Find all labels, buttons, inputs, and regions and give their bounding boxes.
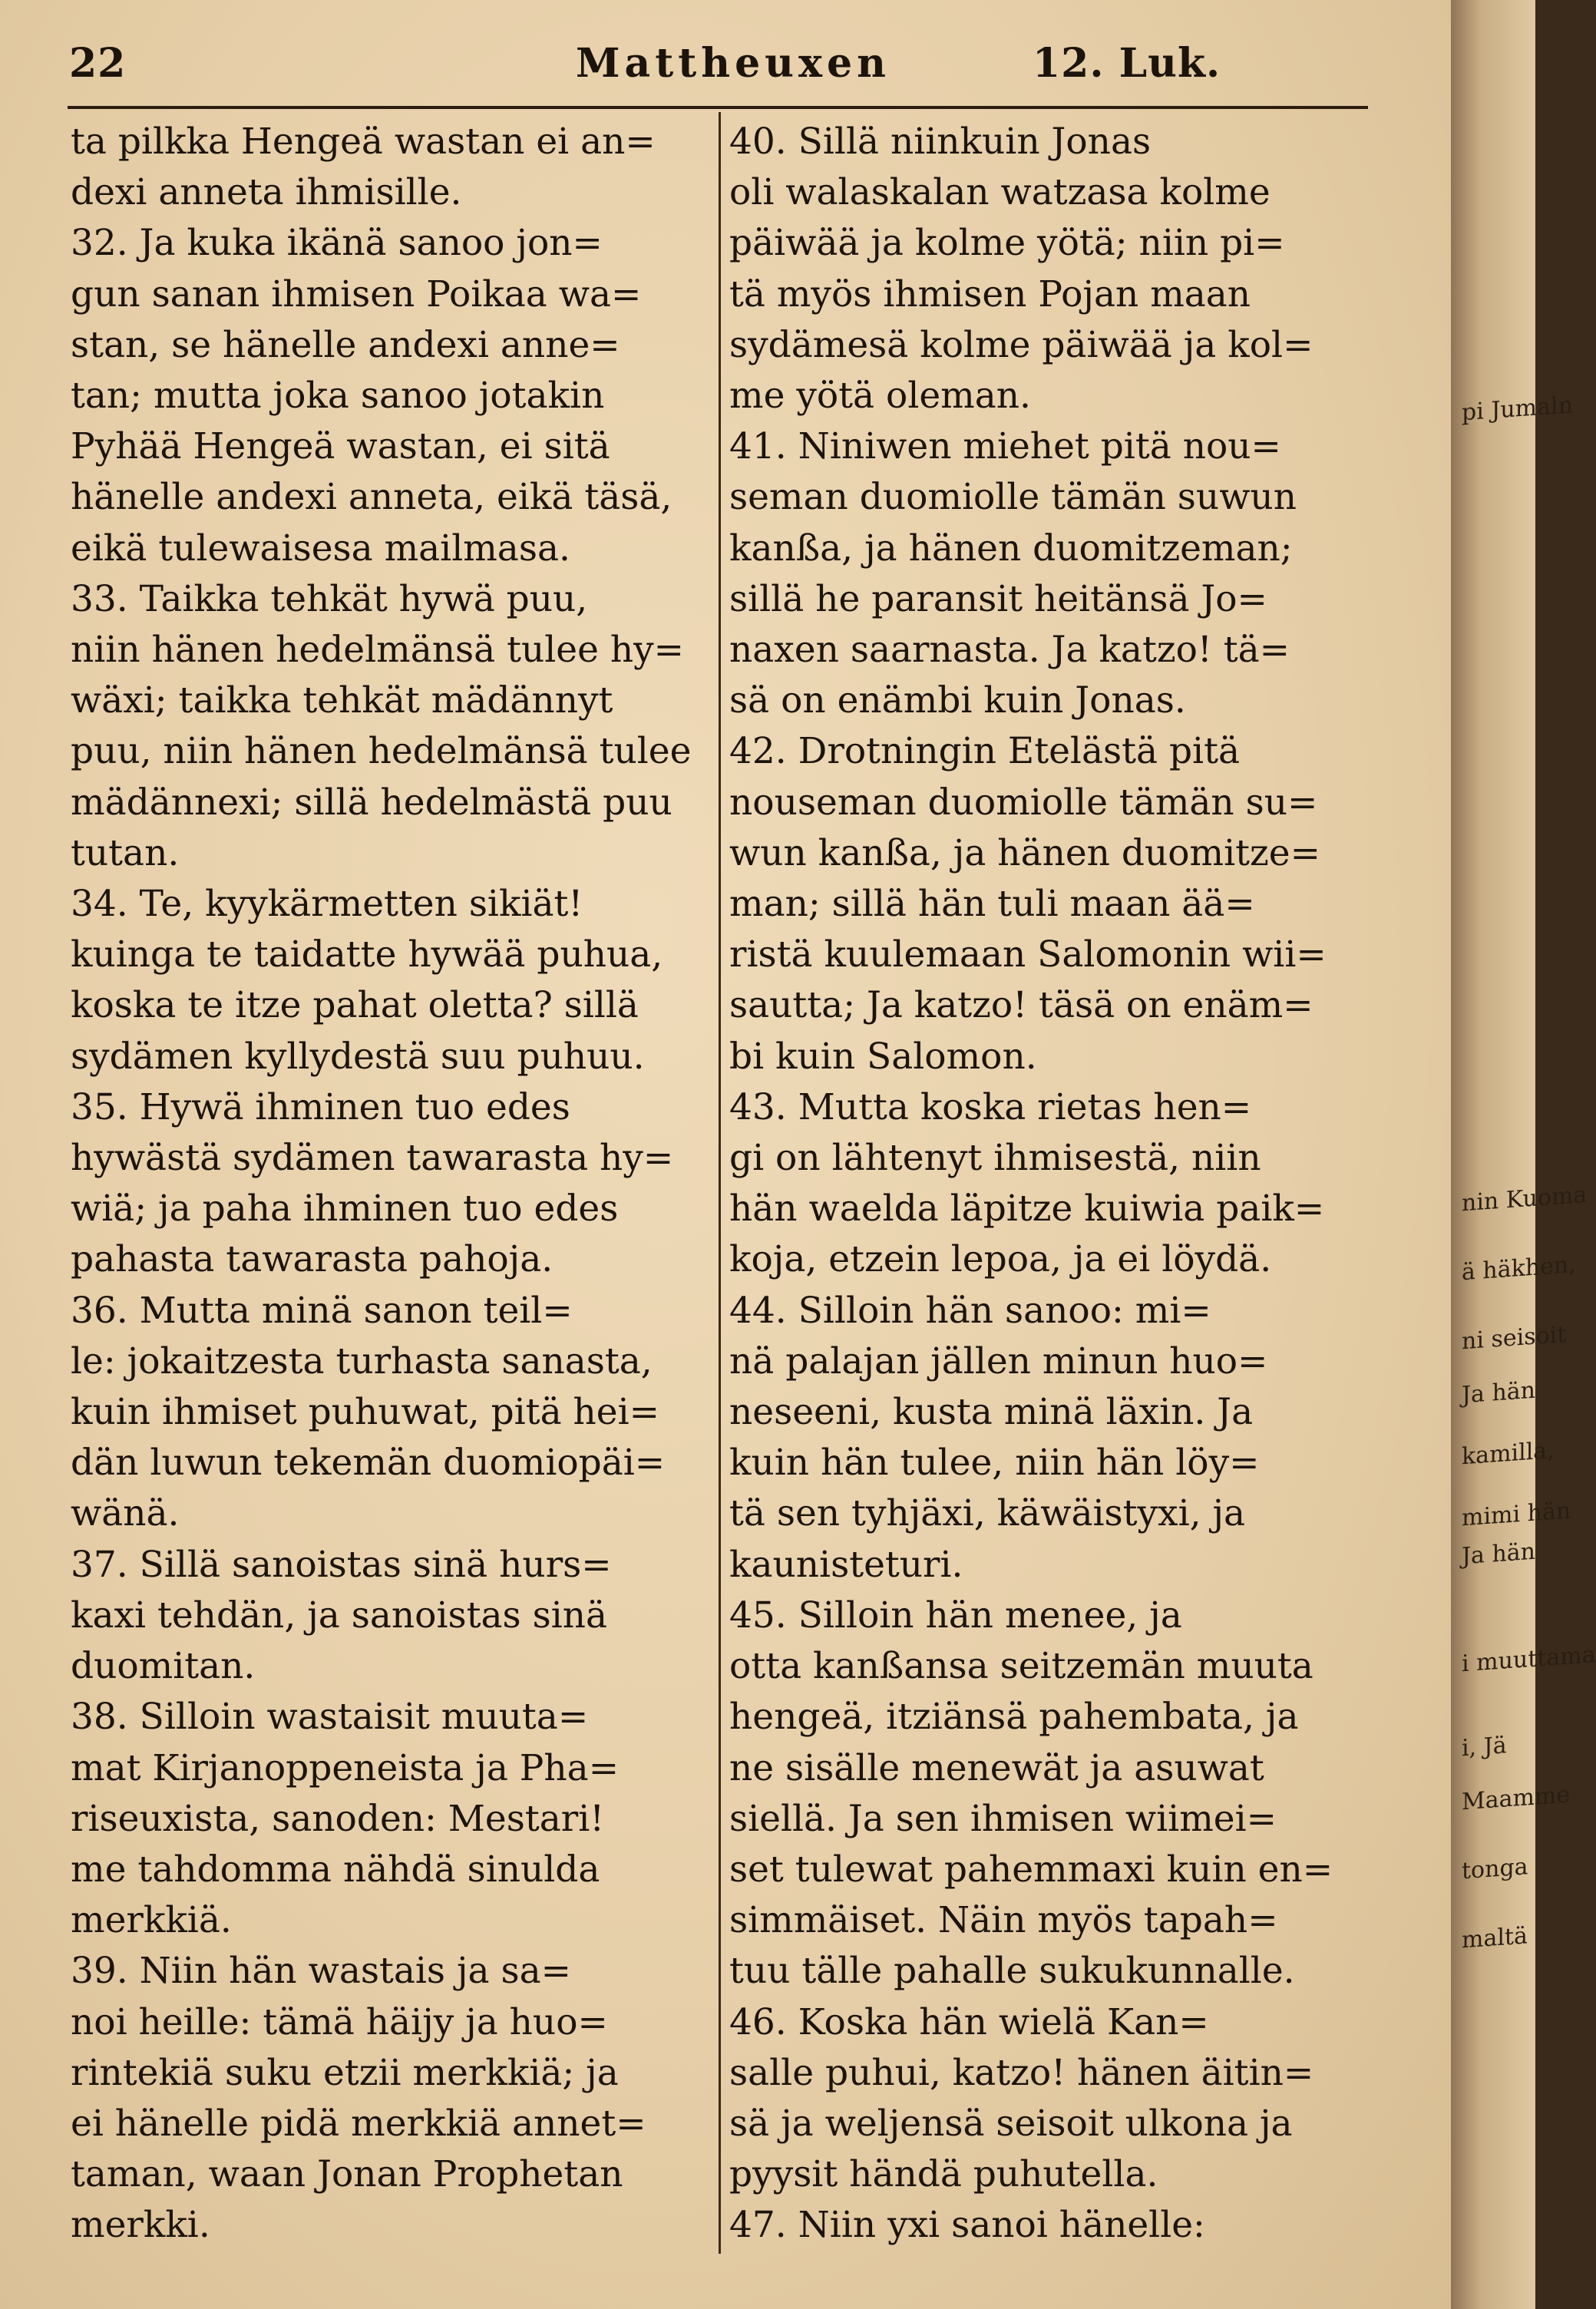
text-line: me tahdomma nähdä sinulda bbox=[71, 1848, 600, 1891]
text-line: gi on lähtenyt ihmisestä, niin bbox=[729, 1137, 1261, 1180]
text-line: kuinga te taidatte hywää puhua, bbox=[71, 933, 663, 976]
text-line: simmäiset. Näin myös tapah= bbox=[729, 1899, 1278, 1942]
text-line: sillä he paransit heitänsä Jo= bbox=[729, 577, 1267, 620]
text-line: wun kanßa, ja hänen duomitze= bbox=[729, 831, 1320, 874]
adjacent-page-fragment: ni seisoit bbox=[1462, 1320, 1567, 1356]
text-line: 33. Taikka tehkät hywä puu, bbox=[71, 577, 588, 620]
adjacent-page-fragment: Ja hän bbox=[1462, 1538, 1535, 1571]
text-line: oli walaskalan watzasa kolme bbox=[729, 171, 1271, 214]
running-header bbox=[69, 40, 1366, 101]
adjacent-page-fragment: nin Kuoma bbox=[1462, 1181, 1588, 1217]
text-line: kanßa, ja hänen duomitzeman; bbox=[729, 527, 1293, 570]
adjacent-page-fragment: kamilla, bbox=[1462, 1436, 1555, 1471]
text-line: tutan. bbox=[71, 831, 180, 874]
text-line: 34. Te, kyykärmetten sikiät! bbox=[71, 883, 583, 926]
text-line: tan; mutta joka sanoo jotakin bbox=[71, 375, 605, 418]
text-line: puu, niin hänen hedelmänsä tulee bbox=[71, 730, 692, 773]
text-line: sä on enämbi kuin Jonas. bbox=[729, 679, 1186, 722]
text-line: salle puhui, katzo! hänen äitin= bbox=[729, 2051, 1314, 2094]
text-line: merkki. bbox=[71, 2204, 210, 2247]
text-line: 45. Silloin hän menee, ja bbox=[729, 1594, 1182, 1637]
adjacent-page-edge bbox=[1451, 0, 1596, 2309]
text-line: gun sanan ihmisen Poikaa wa= bbox=[71, 273, 642, 315]
text-line: 38. Silloin wastaisit muuta= bbox=[71, 1696, 589, 1739]
text-line: 42. Drotningin Etelästä pitä bbox=[729, 730, 1240, 773]
text-line: kuin hän tulee, niin hän löy= bbox=[729, 1442, 1260, 1485]
adjacent-page-fragment: pi Jumaln bbox=[1462, 391, 1573, 427]
text-line: duomitan. bbox=[71, 1645, 256, 1688]
text-line: niin hänen hedelmänsä tulee hy= bbox=[71, 629, 685, 672]
adjacent-page-fragment: i muuttama bbox=[1462, 1641, 1596, 1678]
right-column bbox=[729, 117, 1366, 2251]
chapter-label: 12. Luk. bbox=[1033, 40, 1221, 87]
text-line: man; sillä hän tuli maan ää= bbox=[729, 883, 1255, 926]
text-line: 43. Mutta koska rietas hen= bbox=[729, 1085, 1252, 1128]
text-line: hänelle andexi anneta, eikä täsä, bbox=[71, 476, 672, 519]
adjacent-page-fragment: maltä bbox=[1462, 1922, 1528, 1954]
text-line: hengeä, itziänsä pahembata, ja bbox=[729, 1696, 1299, 1739]
running-title: Mattheuxen bbox=[576, 40, 891, 87]
text-line: tä myös ihmisen Pojan maan bbox=[729, 273, 1251, 315]
text-line: eikä tulewaisesa mailmasa. bbox=[71, 527, 570, 570]
text-line: ristä kuulemaan Salomonin wii= bbox=[729, 933, 1327, 976]
header-rule bbox=[68, 106, 1368, 109]
adjacent-page-fragment: mimi hän bbox=[1462, 1497, 1571, 1532]
text-line: 35. Hywä ihminen tuo edes bbox=[71, 1085, 570, 1128]
text-line: koska te itze pahat oletta? sillä bbox=[71, 984, 639, 1027]
text-line: 46. Koska hän wielä Kan= bbox=[729, 2000, 1209, 2043]
text-line: riseuxista, sanoden: Mestari! bbox=[71, 1797, 605, 1840]
text-line: ne sisälle menewät ja asuwat bbox=[729, 1746, 1264, 1789]
text-line: 44. Silloin hän sanoo: mi= bbox=[729, 1289, 1211, 1332]
text-line: neseeni, kusta minä läxin. Ja bbox=[729, 1391, 1254, 1434]
text-line: naxen saarnasta. Ja katzo! tä= bbox=[729, 629, 1290, 672]
column-divider bbox=[719, 112, 721, 2254]
text-line: sautta; Ja katzo! täsä on enäm= bbox=[729, 984, 1313, 1027]
text-line: tä sen tyhjäxi, käwäistyxi, ja bbox=[729, 1492, 1246, 1535]
adjacent-page-fragment: i, Jä bbox=[1462, 1732, 1507, 1762]
text-line: dän luwun tekemän duomiopäi= bbox=[71, 1442, 666, 1485]
text-line: pahasta tawarasta pahoja. bbox=[71, 1238, 553, 1281]
text-line: ei hänelle pidä merkkiä annet= bbox=[71, 2102, 646, 2145]
text-line: seman duomiolle tämän suwun bbox=[729, 476, 1297, 519]
text-line: wäxi; taikka tehkät mädännyt bbox=[71, 679, 613, 722]
text-line: hywästä sydämen tawarasta hy= bbox=[71, 1137, 674, 1180]
text-line: hän waelda läpitze kuiwia paik= bbox=[729, 1188, 1325, 1230]
text-line: 37. Sillä sanoistas sinä hurs= bbox=[71, 1543, 612, 1586]
text-line: rintekiä suku etzii merkkiä; ja bbox=[71, 2051, 619, 2094]
adjacent-page-fragment: Maamme bbox=[1462, 1781, 1571, 1816]
text-line: pyysit händä puhutella. bbox=[729, 2153, 1158, 2196]
text-line: sä ja weljensä seisoit ulkona ja bbox=[729, 2102, 1293, 2145]
text-line: bi kuin Salomon. bbox=[729, 1035, 1037, 1078]
text-line: 40. Sillä niinkuin Jonas bbox=[729, 121, 1152, 163]
text-line: kaunisteturi. bbox=[729, 1543, 963, 1586]
text-line: ta pilkka Hengeä wastan ei an= bbox=[71, 121, 656, 163]
text-line: le: jokaitzesta turhasta sanasta, bbox=[71, 1339, 653, 1382]
adjacent-page-fragment: Ja hän bbox=[1462, 1376, 1535, 1409]
text-line: päiwää ja kolme yötä; niin pi= bbox=[729, 222, 1285, 265]
text-line: sydämen kyllydestä suu puhuu. bbox=[71, 1035, 645, 1078]
text-line: merkkiä. bbox=[71, 1899, 232, 1942]
text-line: otta kanßansa seitzemän muuta bbox=[729, 1645, 1313, 1688]
text-line: siellä. Ja sen ihmisen wiimei= bbox=[729, 1797, 1277, 1840]
page-number: 22 bbox=[69, 40, 127, 87]
text-line: 36. Mutta minä sanon teil= bbox=[71, 1289, 573, 1332]
text-line: 47. Niin yxi sanoi hänelle: bbox=[729, 2204, 1205, 2247]
text-line: noi heille: tämä häijy ja huo= bbox=[71, 2000, 608, 2043]
text-line: dexi anneta ihmisille. bbox=[71, 171, 462, 214]
adjacent-page-fragment: tonga bbox=[1462, 1853, 1528, 1885]
text-line: tuu tälle pahalle sukukunnalle. bbox=[729, 1950, 1295, 1993]
text-line: koja, etzein lepoa, ja ei löydä. bbox=[729, 1238, 1272, 1281]
text-line: stan, se hänelle andexi anne= bbox=[71, 323, 620, 366]
text-line: mat Kirjanoppeneista ja Pha= bbox=[71, 1746, 620, 1789]
text-line: 32. Ja kuka ikänä sanoo jon= bbox=[71, 222, 603, 265]
left-column bbox=[71, 117, 708, 2251]
text-line: sydämesä kolme päiwää ja kol= bbox=[729, 323, 1313, 366]
text-line: nä palajan jällen minun huo= bbox=[729, 1339, 1268, 1382]
text-line: nouseman duomiolle tämän su= bbox=[729, 781, 1318, 824]
text-line: me yötä oleman. bbox=[729, 375, 1031, 418]
text-line: mädännexi; sillä hedelmästä puu bbox=[71, 781, 672, 824]
text-line: wiä; ja paha ihminen tuo edes bbox=[71, 1188, 619, 1230]
text-line: 41. Niniwen miehet pitä nou= bbox=[729, 425, 1281, 468]
adjacent-page-fragment: ä häkhen, bbox=[1462, 1250, 1576, 1287]
text-line: wänä. bbox=[71, 1492, 180, 1535]
text-line: taman, waan Jonan Prophetan bbox=[71, 2153, 623, 2196]
text-line: kuin ihmiset puhuwat, pitä hei= bbox=[71, 1391, 660, 1434]
text-line: 39. Niin hän wastais ja sa= bbox=[71, 1950, 572, 1993]
text-line: Pyhää Hengeä wastan, ei sitä bbox=[71, 425, 610, 468]
text-line: set tulewat pahemmaxi kuin en= bbox=[729, 1848, 1333, 1891]
text-line: kaxi tehdän, ja sanoistas sinä bbox=[71, 1594, 608, 1637]
